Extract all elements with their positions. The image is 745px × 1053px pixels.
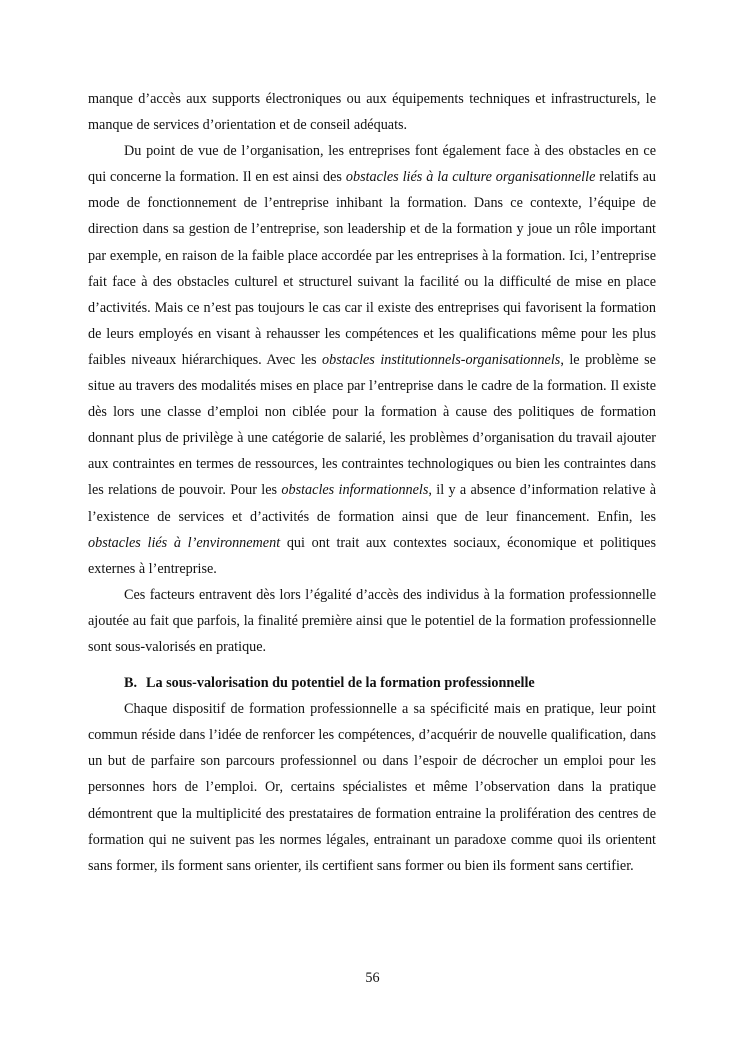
paragraph-4: Chaque dispositif de formation professionnelle a sa spécificité mais en pratique, leur point commun réside dans l’idée de renforcer les compétences, d’acquérir de nouvelle qualification, dans un but de parfaire son parcours professionnel ou dans l’espoir de décrocher un emploi pour les personnes hors de l’emploi. Or, certains spécialistes et même l’observation dans la pratique démontrent que la multiplicité des prestataires de formation entraine la prolifération des centres de formation qui ne suivent pas les normes légales, entrainant un paradoxe comme quoi ils orientent sans former, ils forment sans orienter, ils certifient sans former ou bien ils forment sans certifier. (88, 701, 656, 874)
paragraph-2 (88, 138, 656, 582)
paragraph-1: manque d’accès aux supports électroniques ou aux équipements techniques et infrastructurels, le manque de services d’orientation et de conseil adéquats. (88, 91, 656, 134)
paragraph-3: Ces facteurs entravent dès lors l’égalité d’accès des individus à la formation professionnelle ajoutée au fait que parfois, la finalité première ainsi que le potentiel de la formation professionnelle sont sous-valorisés en pratique. (88, 586, 656, 655)
emphasis-obstacles-environnement: obstacles liés à l’environnement (88, 534, 281, 551)
paragraph-2-text-1: Du point de vue de l’organisation, les entreprises font également face à des obstacles en ce qui concerne la formation. Il en est ainsi des (88, 143, 656, 186)
paragraph-2-text-2: relatifs au mode de fonctionnement de l’entreprise inhibant la formation. Dans ce contexte, l’équipe de direction dans sa gestion de l’entreprise, son leadership et de la formation y joue un rôle important par exemple, en raison de la faible place accordée par les entreprises à la formation. Ici, l’entreprise fait face à des obstacles culturel et structurel suivant la facilité ou la difficulté de mise en place d’activités. Mais ce n’est pas toujours le cas car il existe des entreprises qui favorisent la formation de leurs employés en visant à rehausser les compétences et les qualifications même pour les plus faibles niveaux hiérarchiques. Avec les (88, 169, 656, 368)
section-heading (88, 670, 656, 696)
emphasis-obstacles-informationnels: obstacles informationnels (281, 482, 429, 499)
paragraph-2-text-5: qui ont trait aux contextes sociaux, économique et politiques externes à l’entreprise. (88, 534, 656, 577)
paragraph-2-text-4: , il y a absence d’information relative à l’existence de services et d’activités de formation ainsi que de leur financement. Enfin, les (88, 482, 656, 525)
section-letter: B. (124, 675, 138, 692)
emphasis-obstacles-institutionnels: obstacles institutionnels-organisationnels (322, 351, 561, 368)
emphasis-obstacles-culture: obstacles liés à la culture organisationnelle (345, 169, 596, 186)
body-text (88, 86, 656, 879)
page-number: 56 (365, 970, 380, 986)
section-title: La sous-valorisation du potentiel de la formation professionnelle (146, 675, 535, 692)
paragraph-2-text-3: , le problème se situe au travers des modalités mises en place par l’entreprise dans le cadre de la formation. Il existe dès lors une classe d’emploi non ciblée pour la formation à cause des politiques de formation donnant plus de privilège à une catégorie de salarié, les problèmes d’organisation du travail ajouter aux contraintes en termes de ressources, les contraintes technologiques ou bien les contraintes dans les relations de pouvoir. Pour les (88, 351, 656, 499)
